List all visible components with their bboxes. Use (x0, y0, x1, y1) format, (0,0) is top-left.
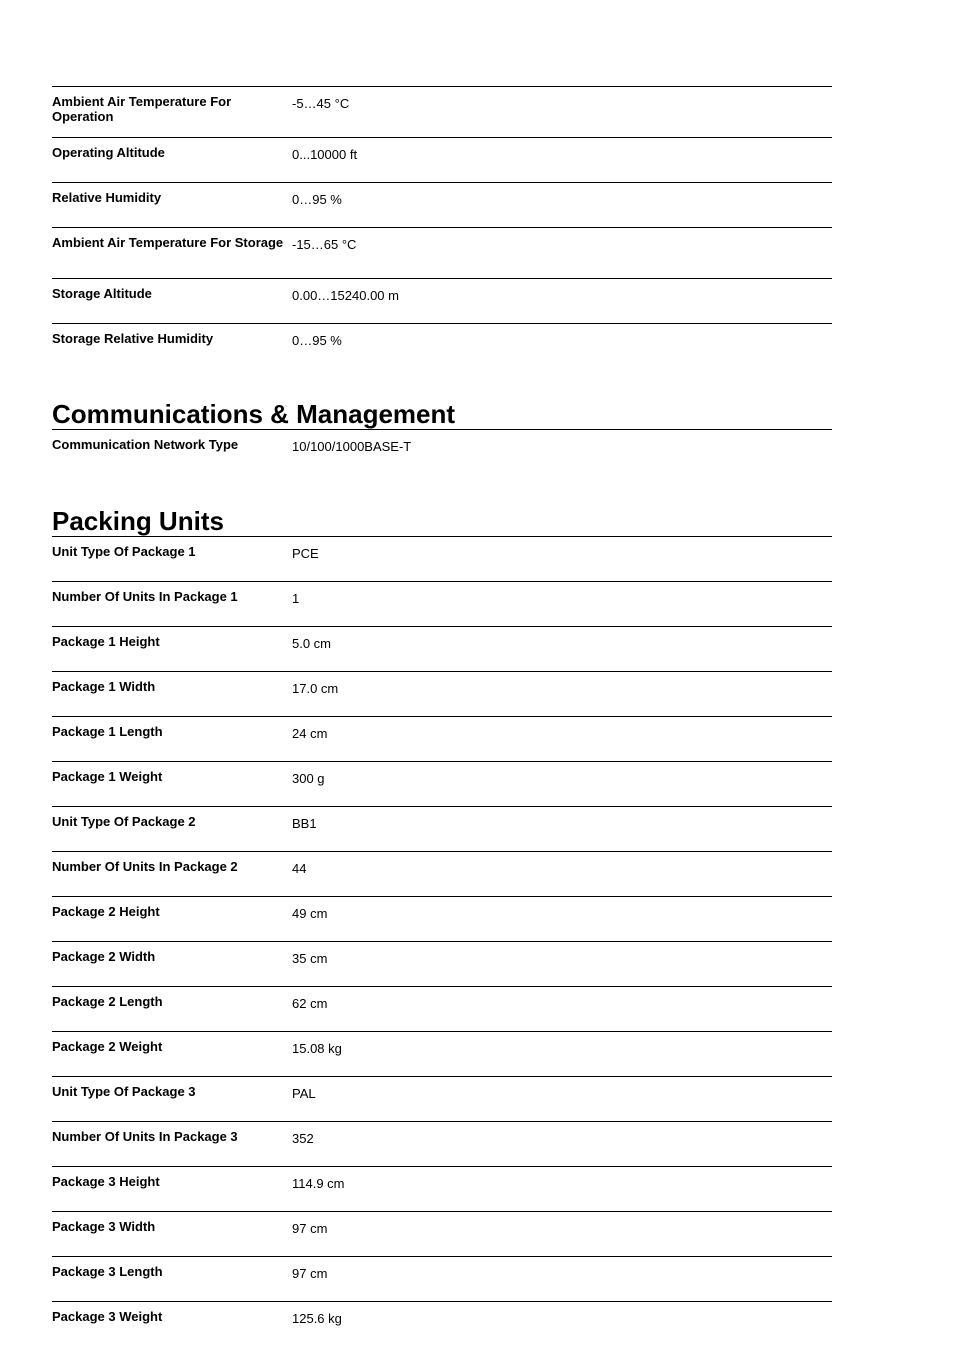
spec-value: BB1 (292, 807, 832, 852)
spec-value: 62 cm (292, 987, 832, 1032)
spec-label: Number Of Units In Package 3 (52, 1122, 292, 1167)
table-row (52, 1212, 832, 1257)
spec-label: Package 1 Height (52, 627, 292, 672)
spec-label: Package 3 Weight (52, 1302, 292, 1346)
spec-label: Communication Network Type (52, 430, 292, 475)
spec-value: 97 cm (292, 1212, 832, 1257)
spec-label: Package 1 Width (52, 672, 292, 717)
spec-value: -5…45 °C (292, 87, 832, 138)
spec-value: 0…95 % (292, 183, 832, 228)
table-row (52, 717, 832, 762)
table-row (52, 942, 832, 987)
spec-label: Package 1 Weight (52, 762, 292, 807)
spec-value: 0...10000 ft (292, 138, 832, 183)
spec-label: Package 2 Width (52, 942, 292, 987)
table-row (52, 537, 832, 582)
table-row (52, 1032, 832, 1077)
table-row (52, 1167, 832, 1212)
spec-value: 10/100/1000BASE-T (292, 430, 832, 475)
spec-label: Storage Altitude (52, 279, 292, 324)
spec-label: Unit Type Of Package 2 (52, 807, 292, 852)
table-row (52, 582, 832, 627)
spec-label: Package 3 Length (52, 1257, 292, 1302)
spec-value: PCE (292, 537, 832, 582)
spec-label: Number Of Units In Package 1 (52, 582, 292, 627)
spec-value: 97 cm (292, 1257, 832, 1302)
table-row (52, 672, 832, 717)
spec-label: Package 3 Height (52, 1167, 292, 1212)
spec-label: Relative Humidity (52, 183, 292, 228)
spec-value: 352 (292, 1122, 832, 1167)
spec-value: 300 g (292, 762, 832, 807)
spec-label: Package 2 Length (52, 987, 292, 1032)
table-row (52, 1077, 832, 1122)
spec-value: 15.08 kg (292, 1032, 832, 1077)
spec-label: Number Of Units In Package 2 (52, 852, 292, 897)
spec-label: Ambient Air Temperature For Operation (52, 87, 292, 138)
spec-value: 17.0 cm (292, 672, 832, 717)
table-row (52, 897, 832, 942)
spec-value: 114.9 cm (292, 1167, 832, 1212)
table-row (52, 279, 832, 324)
table-row (52, 87, 832, 138)
communications-table (52, 429, 832, 474)
spec-label: Package 2 Height (52, 897, 292, 942)
table-row (52, 987, 832, 1032)
table-row (52, 852, 832, 897)
spec-label: Unit Type Of Package 1 (52, 537, 292, 582)
spec-label: Ambient Air Temperature For Storage (52, 228, 292, 279)
table-row (52, 183, 832, 228)
table-row (52, 1122, 832, 1167)
table-row (52, 1302, 832, 1346)
spec-label: Operating Altitude (52, 138, 292, 183)
table-row (52, 627, 832, 672)
table-row (52, 1257, 832, 1302)
spec-label: Storage Relative Humidity (52, 324, 292, 369)
section-title-communications: Communications & Management (52, 399, 832, 429)
spec-sheet-page (52, 86, 832, 1346)
table-row (52, 228, 832, 279)
environment-table (52, 86, 832, 368)
spec-value: -15…65 °C (292, 228, 832, 279)
packing-table (52, 536, 832, 1346)
spec-value: 35 cm (292, 942, 832, 987)
spec-value: 0…95 % (292, 324, 832, 369)
spec-value: PAL (292, 1077, 832, 1122)
spec-label: Package 2 Weight (52, 1032, 292, 1077)
table-row (52, 324, 832, 369)
table-row (52, 138, 832, 183)
table-row (52, 807, 832, 852)
spec-value: 24 cm (292, 717, 832, 762)
spec-value: 1 (292, 582, 832, 627)
spec-value: 5.0 cm (292, 627, 832, 672)
spec-value: 125.6 kg (292, 1302, 832, 1346)
spec-value: 49 cm (292, 897, 832, 942)
spec-value: 0.00…15240.00 m (292, 279, 832, 324)
section-title-packing-units: Packing Units (52, 506, 832, 536)
spec-label: Package 3 Width (52, 1212, 292, 1257)
table-row (52, 430, 832, 475)
table-row (52, 762, 832, 807)
spec-label: Unit Type Of Package 3 (52, 1077, 292, 1122)
spec-value: 44 (292, 852, 832, 897)
spec-label: Package 1 Length (52, 717, 292, 762)
